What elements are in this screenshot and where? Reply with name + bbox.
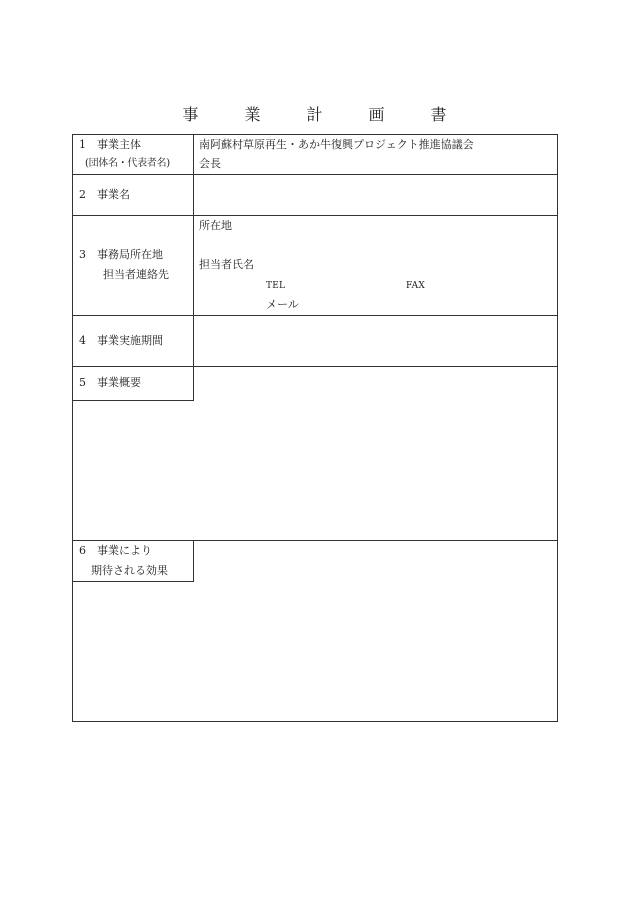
table-border-top [72, 134, 558, 135]
row4-label: 4 事業実施期間 [79, 334, 163, 347]
label-box-bottom [72, 400, 193, 401]
row3-label: 3 事務局所在地 [79, 248, 163, 261]
document-title: 事 業 計 画 書 [182, 105, 462, 124]
row1-organization-name: 南阿蘇村草原再生・あか牛復興プロジェクト推進協議会 [199, 138, 474, 151]
row-divider [72, 215, 558, 216]
table-border-bottom [72, 721, 558, 722]
address-label: 所在地 [199, 219, 232, 232]
row6-sublabel: 期待される効果 [91, 564, 168, 577]
row6-label: 6 事業により [79, 544, 152, 557]
row2-label: 2 事業名 [79, 188, 130, 201]
row1-label: 1 事業主体 [79, 138, 141, 151]
row1-representative: 会長 [199, 157, 221, 170]
mail-label: メール [266, 298, 299, 311]
row-divider [72, 315, 558, 316]
row-divider [72, 540, 558, 541]
row1-sublabel: (団体名・代表者名) [85, 158, 170, 169]
row-divider [72, 366, 558, 367]
contact-name-label: 担当者氏名 [199, 258, 254, 271]
row3-sublabel: 担当者連絡先 [103, 268, 169, 281]
column-divider [193, 134, 194, 401]
tel-label: TEL [266, 281, 286, 291]
label-box-bottom [72, 581, 193, 582]
fax-label: FAX [406, 281, 425, 291]
table-border-left [72, 134, 73, 722]
row5-label: 5 事業概要 [79, 376, 141, 389]
table-border-right [557, 134, 558, 722]
column-divider [193, 540, 194, 582]
row-divider [72, 174, 558, 175]
